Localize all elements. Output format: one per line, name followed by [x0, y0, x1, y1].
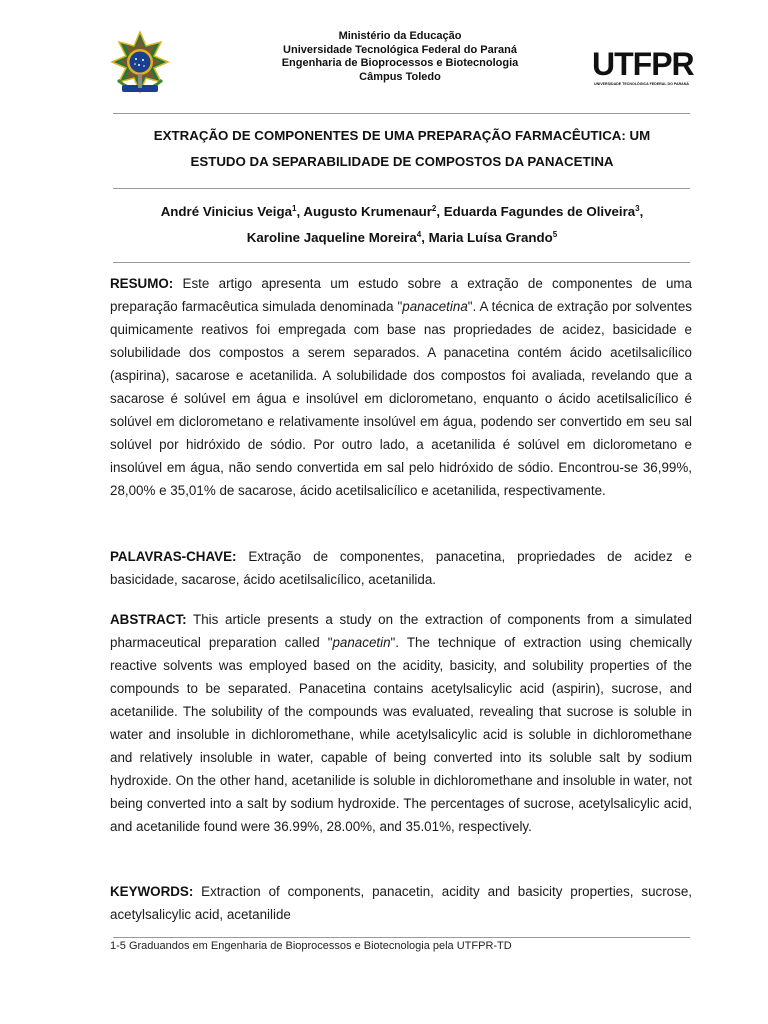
- abstract-text-1: This article presents a study on the extraction of components from a simulated pharmaceutical preparation called ": [110, 612, 692, 650]
- abstract-italic: panacetin: [332, 635, 391, 650]
- author-name: Karoline Jaqueline Moreira: [246, 230, 417, 245]
- ministry-line: Ministério da Educação: [338, 30, 462, 42]
- author-list: André Vinicius Veiga$^1$, Augusto Krumenaur$^2$, Eduarda Fagundes de Oliveira$^3$, Karoline Jaqueline Moreira$^4$, Maria Luísa Grando$^5$: [160, 204, 644, 245]
- abstract-paragraph: [110, 608, 692, 838]
- palavras-chave-label: PALAVRAS-CHAVE:: [110, 549, 237, 564]
- document-header: [100, 24, 700, 104]
- palavras-chave-paragraph: [110, 545, 692, 591]
- paper-title-line-1: EXTRAÇÃO DE COMPONENTES DE UMA PREPARAÇÃO FARMACÊUTICA: UM: [153, 128, 651, 143]
- keywords-text: Extraction of components, panacetin, acidity and basicity properties, sucrose, acetylsalicylic acid, acetanilide: [110, 884, 692, 922]
- title-divider: [113, 188, 690, 189]
- paper-title: [106, 123, 698, 175]
- header-divider: [113, 113, 690, 114]
- author-mark: 5: [552, 230, 558, 239]
- university-line: Universidade Tecnológica Federal do Paraná: [283, 43, 517, 56]
- author-mark: 4: [416, 230, 422, 239]
- footnote: 1-5 Graduandos em Engenharia de Bioprocessos e Biotecnologia pela UTFPR-TD: [110, 940, 512, 952]
- brazil-coat-of-arms-icon: [108, 30, 172, 96]
- abstract-label: ABSTRACT:: [110, 612, 187, 627]
- authors-divider: [113, 262, 690, 263]
- author-mark: 3: [635, 204, 640, 213]
- department-line: Engenharia de Bioprocessos e Biotecnologia: [281, 57, 519, 69]
- resumo-text-1: Este artigo apresenta um estudo sobre a extração de componentes de uma preparação farmacêutica simulada denominada ": [110, 276, 692, 314]
- author-mark: 2: [431, 204, 437, 213]
- author-name: André Vinicius Veiga: [160, 204, 292, 219]
- resumo-paragraph: [110, 272, 692, 502]
- abstract-text-2: ". The technique of extraction using chemically reactive solvents was employed based on the acidity, basicity, and solubility properties of the compounds to be separated. Panacetina contains acetylsalicylic acid (aspirin), sucrose, and acetanilide. The solubility of the compounds was evaluated, revealing that sucrose is soluble in water and insoluble in dichloromethane, while acetylsalicylic acid is soluble in dichloromethane and relatively insoluble in water, capable of being converted into its soluble salt by sodium hydroxide. On the other hand, acetanilide is soluble in dichloromethane and insoluble in water, not being converted into a salt by sodium hydroxide. The percentages of sucrose, acetylsalicylic acid, and acetanilide found were 36.99%, 28.00%, and 35.01%, respectively.: [110, 635, 693, 834]
- author-mark: 1: [292, 204, 297, 213]
- footnote-divider: [113, 937, 690, 938]
- keywords-label: KEYWORDS:: [110, 884, 194, 899]
- utfpr-logo-subtitle: UNIVERSIDADE TECNOLÓGICA FEDERAL DO PARANÁ: [594, 82, 689, 86]
- author-name: Eduarda Fagundes de Oliveira: [443, 204, 636, 219]
- resumo-italic: panacetina: [402, 299, 468, 314]
- resumo-text-2: ". A técnica de extração por solventes quimicamente reativos foi empregada com base nas propriedades de acidez, basicidade e solubilidade dos compostos a serem separados. A panacetina contém ácido acetilsalicílico (aspirina), sacarose e acetanilida. A solubilidade dos compostos foi avaliada, revelando que a sacarose é solúvel em água e insolúvel em diclorometano, enquanto o ácido acetilsalicílico é solúvel em diclorometano e relativamente insolúvel em água, podendo ser convertido em seu sal solúvel por hidróxido de sódio. Por outro lado, a acetanilida é solúvel em diclorometano e insolúvel em água, não sendo convertida em sal pelo hidróxido de sódio. Encontrou-se 36,99%, 28,00% e 35,01% de sacarose, ácido acetilsalicílico e acetanilida, respectivamente.: [110, 299, 692, 498]
- keywords-paragraph: [110, 880, 692, 926]
- paper-title-line-2: ESTUDO DA SEPARABILIDADE DE COMPOSTOS DA PANACETINA: [190, 154, 614, 169]
- author-name: Maria Luísa Grando: [428, 230, 553, 245]
- institution-heading: [190, 30, 610, 84]
- campus-line: Câmpus Toledo: [359, 70, 441, 83]
- resumo-label: RESUMO:: [110, 276, 174, 291]
- utfpr-logo-text: UTFPR: [592, 46, 694, 82]
- author-name: Augusto Krumenaur: [303, 204, 432, 219]
- utfpr-logo: [592, 47, 694, 89]
- palavras-chave-text: Extração de componentes, panacetina, propriedades de acidez e basicidade, sacarose, ácido acetilsalicílico, acetanilida.: [110, 549, 692, 587]
